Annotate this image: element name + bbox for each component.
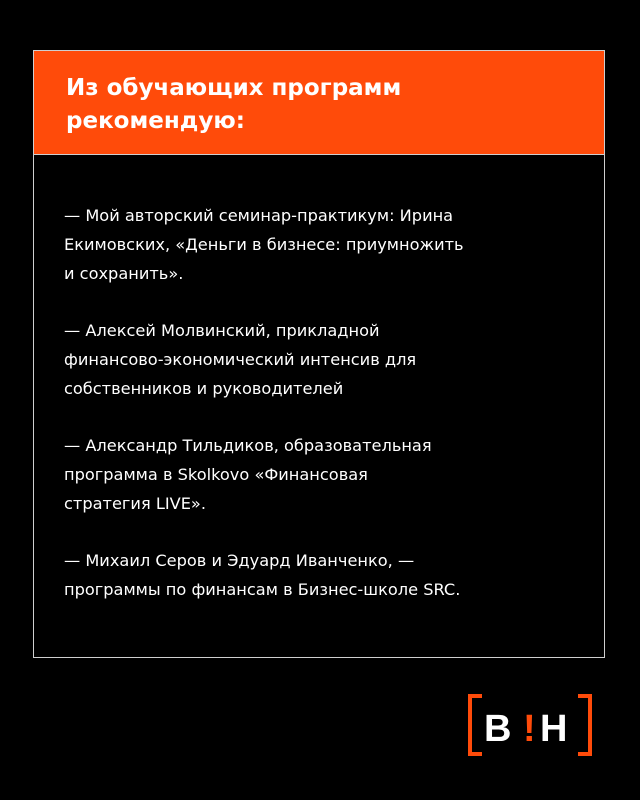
logo-right-bracket-icon bbox=[578, 696, 590, 754]
list-item: — Мой авторский семинар-практикум: Ирина Екимовских, «Деньги в бизнесе: приумножить и сохранить». bbox=[64, 206, 464, 283]
list-item: — Михаил Серов и Эдуард Иванченко, — программы по финансам в Бизнес-школе SRC. bbox=[64, 551, 461, 599]
list-item: — Александр Тильдиков, образовательная программа в Skolkovo «Финансовая стратегия LIVE». bbox=[64, 436, 432, 513]
content-card bbox=[33, 50, 605, 658]
logo-exclamation: ! bbox=[523, 708, 536, 750]
card-body bbox=[64, 201, 594, 632]
card-title: Из обучающих программ рекомендую: bbox=[66, 75, 402, 134]
brand-logo bbox=[468, 694, 592, 756]
logo-letter-b: B bbox=[484, 708, 512, 750]
logo-letter-h: H bbox=[540, 708, 568, 750]
list-item: — Алексей Молвинский, прикладной финансово-экономический интенсив для собственников и руководителей bbox=[64, 321, 417, 398]
logo-left-bracket-icon bbox=[470, 696, 482, 754]
card-header bbox=[34, 51, 604, 155]
